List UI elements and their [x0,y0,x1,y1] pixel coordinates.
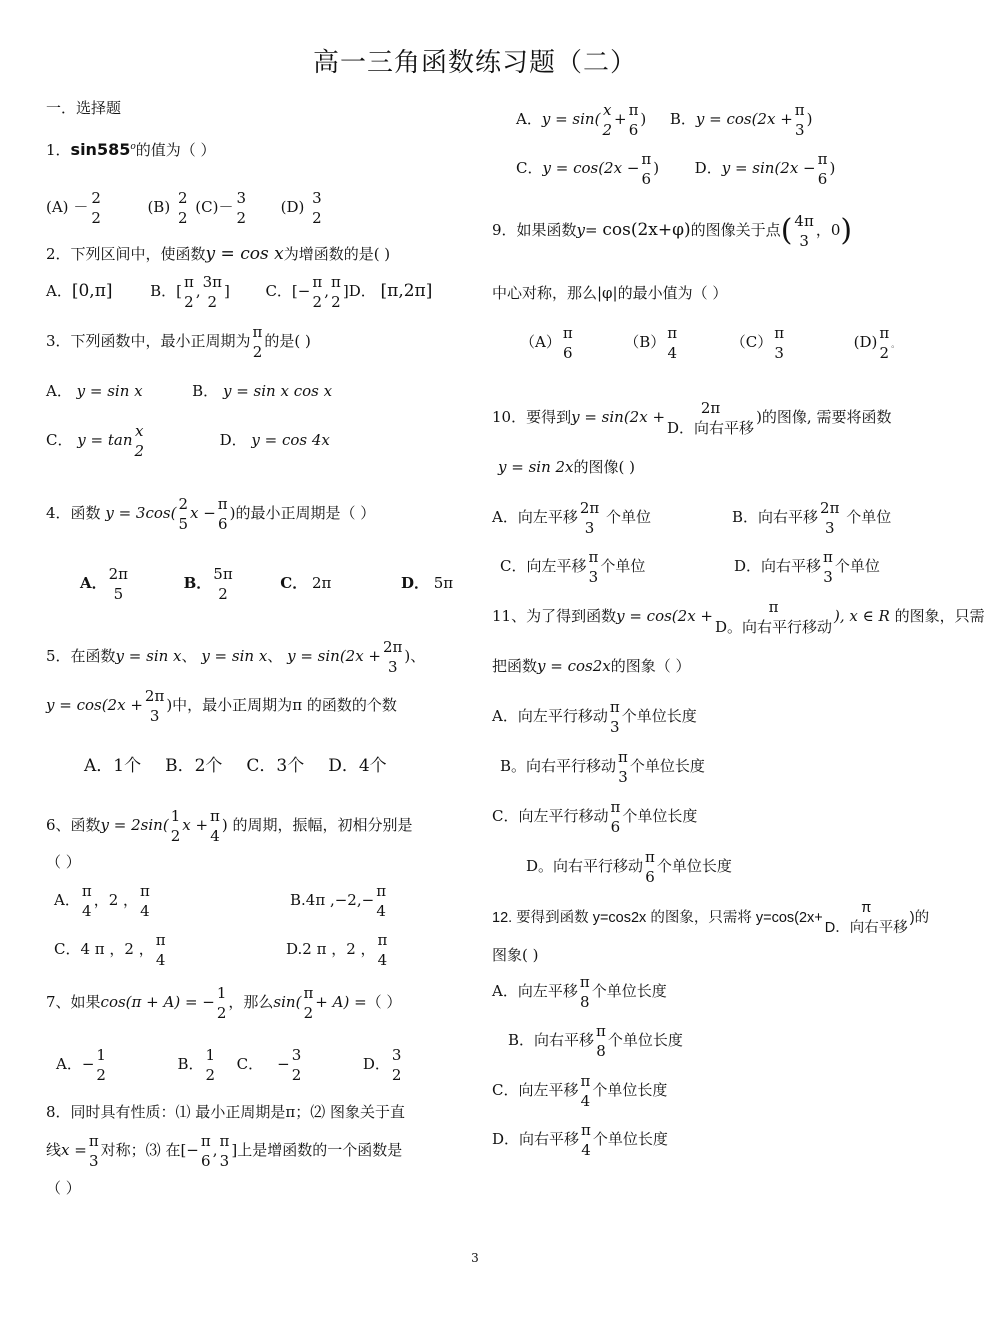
fraction: π 3 [219,1132,230,1170]
question-1: 1．sin585$^o$的值为（ ） [46,140,216,159]
fraction: π 4 [376,882,387,920]
question-10-line-2: y = sin 2x的图像( ) [498,458,635,476]
question-11: 11、为了得到函数y = cos(2x + π D。向右平行移动 ), x ∈ R 的图象，只需 [492,598,985,636]
fraction: π 6 [217,495,228,533]
question-9: 9．如果函数y= cos(2x+φ)的图像关于点( 4π 3 ，0) [492,212,853,250]
question-2-options: A．[0,π] B．[ π 2 , 3π 2 ] C．[− π 2 , π 2 ]D． [π,2π] [46,273,433,311]
question-6-option-a: A． π 4 ，2 ， π 4 [54,882,150,920]
question-3: 3．下列函数中，最小正周期为 π 2 的是( ) [46,323,311,361]
question-4: 4．函数 y = 3cos( 2 5 x − π 6 )的最小正周期是（ ） [46,495,376,533]
fraction: π 4 [581,1121,591,1159]
fraction: π 2 [879,324,890,362]
fraction: 2 5 [178,495,188,533]
fraction: 1 2 [216,984,227,1022]
fraction: π 4 [210,807,220,845]
question-6-option-d: D.2 π ，2 ， π 4 [286,931,388,969]
fraction: π 2 [183,273,194,311]
fraction: 2 2 [177,189,188,227]
fraction: π 6 [641,150,652,188]
fraction: π 6 [817,150,828,188]
question-10-option-b: B．向右平移 2π 3 个单位 [732,499,892,537]
question-9-options: （A） π 6 （B） π 4 （C） π 3 (D) π 2 。 [520,324,900,362]
fraction: π 8 [579,973,590,1011]
question-8-paren: （ ） [46,1179,81,1197]
question-8-options-ab: A．y = sin( x 2 + π 6 ) B．y = cos(2x + π 3 ) [516,101,813,139]
option-c: (C)－ 3 2 [195,189,247,227]
question-10-option-a: A．向左平移 2π 3 个单位 [492,499,652,537]
page-title: 高一三角函数练习题（二） [312,48,637,78]
fraction: 3 2 [312,189,322,227]
question-5-line-2: y = cos(2x + 2π 3 )中，最小正周期为π 的函数的个数 [46,687,397,725]
question-11-option-c: C．向左平行移动 π 6 个单位长度 [492,798,698,836]
option-d: (D) 3 2 [280,189,322,227]
fraction: π 6 [628,101,639,139]
question-12-line-2: 图象( ) [492,946,539,964]
fraction: π 3 [794,101,805,139]
fraction: 2π 3 [579,499,600,537]
fraction: π 2 [303,984,314,1022]
section-heading: 一．选择题 [46,99,122,117]
fraction: 1 2 [170,807,181,845]
fraction: π 6 [645,848,655,886]
fraction: 1 2 [205,1046,216,1084]
fraction: x 2 [602,101,612,139]
question-10: 10．要得到y = sin(2x + 2π D．向右平移 )的图像, 需要将函数 [492,399,892,437]
question-10-option-c: C．向左平移 π 3 个单位 [500,548,646,586]
question-3-options-cd: C． y = tan x 2 D． y = cos 4x [46,422,330,460]
fraction: 4π 3 [794,212,814,250]
fraction: π 2 [330,273,341,311]
fraction: 5π 2 [213,565,233,603]
question-6-option-b: B.4π ,−2,− π 4 [290,882,387,920]
fraction: π 6 [200,1132,211,1170]
question-12: 12. 要得到函数 y=cos2x 的图象，只需将 y=cos(2x+ π D．向右平移 )的 [492,900,930,936]
question-8-line-2: 线x = π 3 对称；⑶ 在[− π 6 , π 3 ]上是增函数的一个函数是 [46,1132,403,1170]
fraction: π 4 [140,882,150,920]
fraction: π 3 [618,748,628,786]
fraction: 2π 3 [383,638,403,676]
question-4-options: A． 2π 5 B． 5π 2 C． 2π D． 5π [80,565,454,603]
fraction: π 3 [588,548,599,586]
question-5-options: A．1个 B．2个 C．3个 D．4个 [84,756,387,776]
question-11-option-d: D。向右平行移动 π 6 个单位长度 [526,848,732,886]
question-5-line-1: 5．在函数y = sin x、 y = sin x、 y = sin(2x + 2π 3 )、 [46,638,426,676]
fraction: π 4 [377,931,388,969]
question-1-options [46,188,325,228]
fraction: π 3 [823,548,833,586]
question-6-option-c: C．4 π ，2 ， π 4 [54,931,166,969]
fraction: π 3 [88,1132,99,1170]
question-9-line-2: 中心对称，那么|φ|的最小值为（ ） [492,284,728,302]
fraction: π D．向右平移 [824,900,908,936]
question-12-option-d: D．向右平移 π 4 个单位长度 [492,1121,668,1159]
question-8-options-cd: C．y = cos(2x − π 6 ) D．y = sin(2x − π 6 ) [516,150,836,188]
fraction: π 2 [312,273,323,311]
fraction: π 4 [81,882,92,920]
fraction: 2π 3 [144,687,165,725]
question-12-option-c: C．向左平移 π 4 个单位长度 [492,1072,668,1110]
fraction: π 6 [610,798,621,836]
fraction: π 3 [774,324,785,362]
question-3-options-ab: A． y = sin x B． y = sin x cos x [46,382,333,400]
fraction: π 2 [252,323,263,361]
question-10-option-d: D．向右平移 π 3 个单位 [734,548,880,586]
question-11-option-a: A．向左平行移动 π 3 个单位长度 [492,698,697,736]
fraction: 2π 3 [820,499,840,537]
question-7: 7、如果cos(π + A) = − 1 2 ，那么sin( π 2 + A) =（ ） [46,984,402,1022]
fraction: π D。向右平行移动 [715,598,833,636]
question-11-line-2: 把函数y = cos2x的图象（ ） [492,657,691,675]
fraction: π 8 [596,1022,606,1060]
question-2: 2．下列区间中，使函数y = cos x为增函数的是( ) [46,244,391,264]
question-12-option-a: A．向左平移 π 8 个单位长度 [492,973,667,1011]
question-8-line-1: 8．同时具有性质：⑴ 最小正周期是π；⑵ 图象关于直 [46,1103,405,1121]
fraction: π 4 [667,324,678,362]
question-7-options: A．− 1 2 B． 1 2 C． − 3 2 D． 3 2 [56,1046,402,1084]
page-number: 3 [471,1251,479,1265]
fraction: 3 2 [236,189,247,227]
question-12-option-b: B．向右平移 π 8 个单位长度 [508,1022,683,1060]
option-b: (B) 2 2 [147,189,188,227]
fraction: π 3 [609,698,620,736]
question-6-paren: （ ） [46,853,81,871]
fraction: 3π 2 [202,273,223,311]
fraction: 2 2 [91,189,101,227]
fraction: x 2 [134,422,145,460]
fraction: 3 2 [291,1046,302,1084]
fraction: π 4 [580,1072,591,1110]
option-a: (A) － 2 2 [46,189,101,227]
fraction: 2π 5 [108,565,129,603]
fraction: 2π D．向右平移 [667,399,755,437]
fraction: π 4 [155,931,166,969]
question-6: 6、函数y = 2sin( 1 2 x + π 4 ) 的周期，振幅，初相分别是 [46,807,413,845]
question-11-option-b: B。向右平行移动 π 3 个单位长度 [500,748,705,786]
fraction: 3 2 [391,1046,402,1084]
fraction: 1 2 [96,1046,106,1084]
fraction: π 6 [562,324,573,362]
